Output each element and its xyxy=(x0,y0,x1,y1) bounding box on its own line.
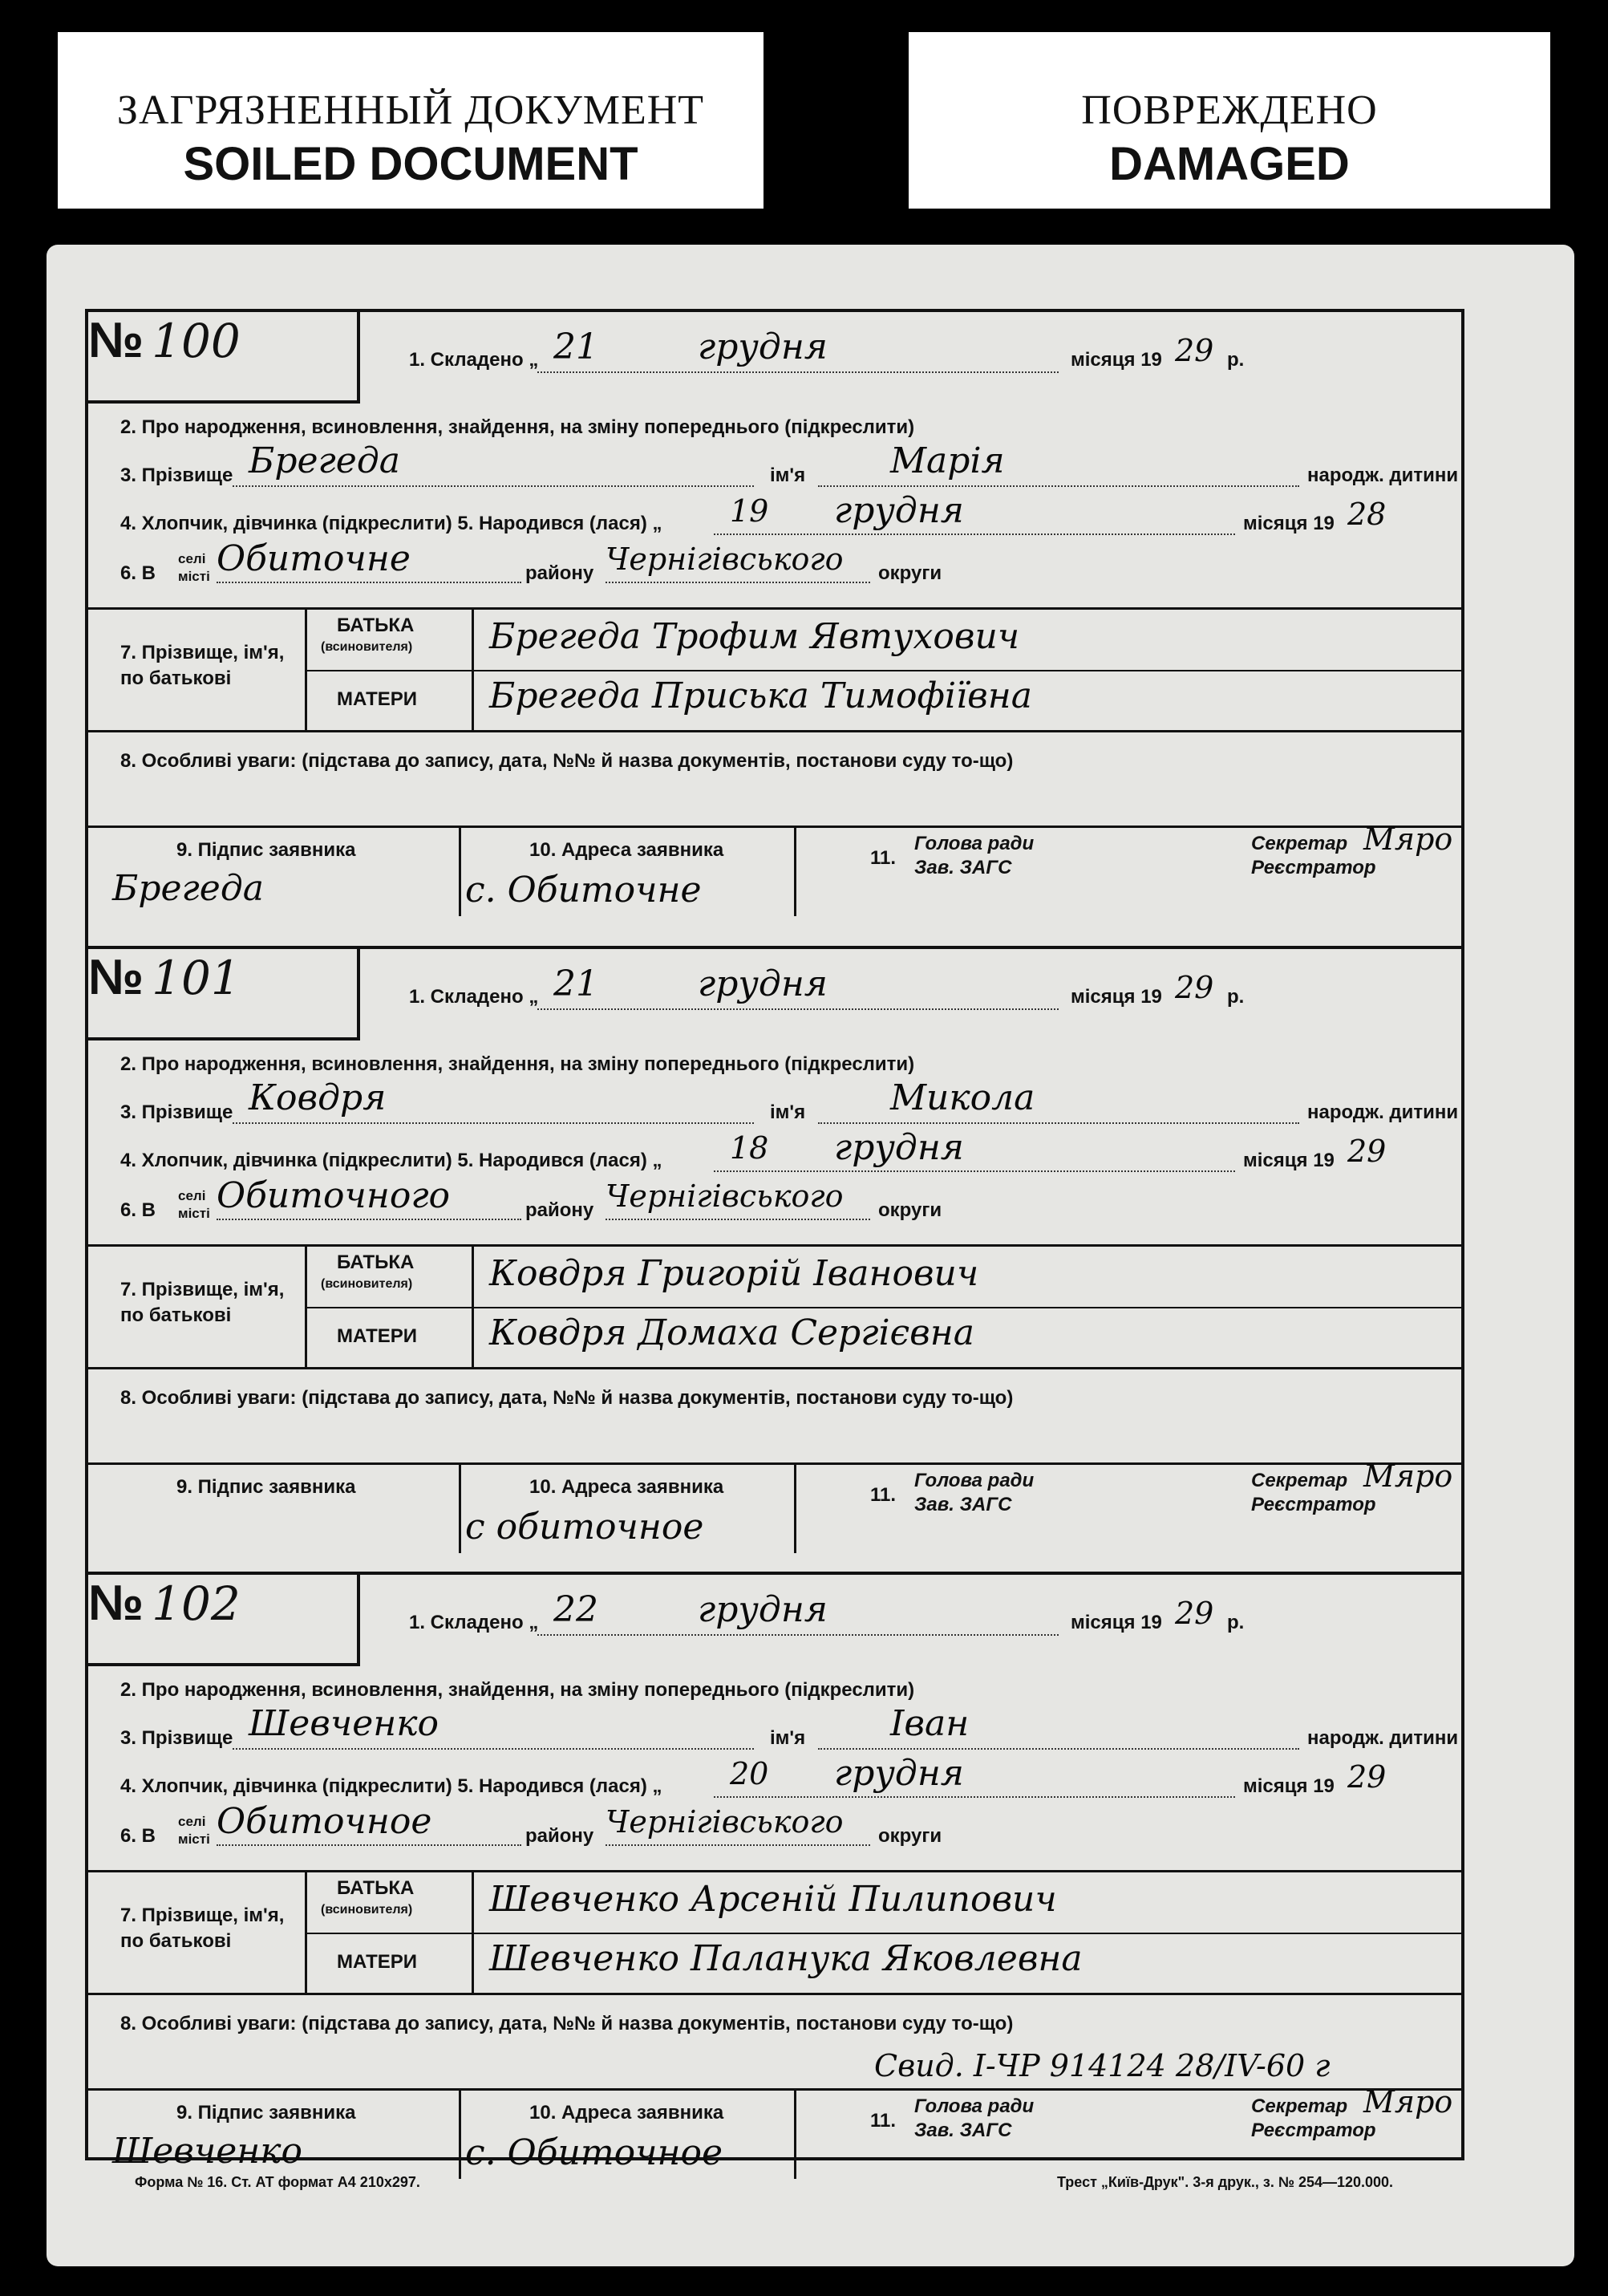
name-value: Іван xyxy=(890,1703,970,1744)
secretary-label: Секретар xyxy=(1251,1470,1348,1491)
item11-label: 11. xyxy=(870,1484,897,1506)
child-label: народж. дитини xyxy=(1307,464,1459,486)
notes-label: 8. Особливі уваги: (підстава до запису, дата, №№ й назва документів, постанови суду то-що) xyxy=(120,750,1014,772)
father-value: Шевченко Арсеній Пилипович xyxy=(489,1879,1057,1920)
village-label: селі xyxy=(178,1188,206,1203)
district-label: району xyxy=(525,1825,594,1847)
village-label: селі xyxy=(178,1814,206,1829)
birth-day: 20 xyxy=(730,1756,769,1791)
parents-block xyxy=(88,1244,1461,1369)
composed-year: 29 xyxy=(1175,333,1214,368)
notes-label: 8. Особливі уваги: (підстава до запису, дата, №№ й назва документів, постанови суду то-що) xyxy=(120,1387,1014,1409)
parents-mid-line xyxy=(305,670,1461,671)
notes-value: Свид. І-ЧР 914124 28/IV-60 г xyxy=(874,2048,1331,2083)
sig-divider-2 xyxy=(794,2091,796,2179)
okrug-label: округи xyxy=(878,562,942,584)
composed-line xyxy=(537,1008,1059,1010)
birth-month: грудня xyxy=(834,490,964,531)
applicant-signature: Брегеда xyxy=(112,868,264,909)
okrug-label: округи xyxy=(878,1825,942,1847)
adoptive-label: (всиновителя) xyxy=(321,1903,413,1917)
birth-year: 29 xyxy=(1347,1134,1387,1169)
village-value: Обиточне xyxy=(217,538,411,579)
father-label: БАТЬКА xyxy=(337,1877,415,1899)
birth-month-label: місяця 19 xyxy=(1243,1775,1335,1797)
name-line xyxy=(818,485,1299,487)
parents-block xyxy=(88,607,1461,732)
name-value: Микола xyxy=(890,1077,1035,1118)
composed-month: грудня xyxy=(698,1589,828,1630)
district-line xyxy=(606,1219,870,1220)
composed-line xyxy=(537,371,1059,373)
district-value: Чернігівського xyxy=(606,1804,844,1840)
birth-line xyxy=(714,1170,1235,1172)
district-value: Чернігівського xyxy=(606,542,844,577)
form-footer-left: Форма № 16. Ст. АТ формат А4 210х297. xyxy=(135,2174,420,2190)
composed-month: грудня xyxy=(698,963,828,1004)
father-label: БАТЬКА xyxy=(337,615,415,636)
birth-month: грудня xyxy=(834,1127,964,1168)
composed-month: грудня xyxy=(698,327,828,367)
town-label: місті xyxy=(178,1832,210,1847)
village-line xyxy=(217,1844,521,1846)
record-number-box xyxy=(88,312,360,404)
soiled-label-ru: ЗАГРЯЗНЕННЫЙ ДОКУМЕНТ xyxy=(116,87,705,133)
address-value: с. Обиточное xyxy=(465,2132,723,2173)
applicant-signature: Шевченко xyxy=(112,2131,303,2172)
district-line xyxy=(606,1844,870,1846)
secretary-signature: Мяро xyxy=(1363,2084,1453,2120)
name-label: ім'я xyxy=(770,464,806,486)
surname-label: 3. Прізвище xyxy=(120,1727,233,1749)
adoptive-label: (всиновителя) xyxy=(321,1277,413,1291)
about-label: 2. Про народження, всиновлення, знайдення, на зміну попереднього (підкреслити) xyxy=(120,1053,915,1075)
month-label: місяця 19 xyxy=(1071,349,1162,371)
mother-value: Ковдря Домаха Сергієвна xyxy=(489,1312,974,1353)
composed-day: 21 xyxy=(553,963,598,1004)
address-value: с. Обиточне xyxy=(465,870,702,911)
address-label: 10. Адреса заявника xyxy=(529,2102,724,2124)
year-suffix: р. xyxy=(1227,349,1245,371)
record-number: 101 xyxy=(152,951,241,1005)
mother-value: Шевченко Паланука Яковлевна xyxy=(489,1938,1083,1979)
mother-label: МАТЕРИ xyxy=(337,688,418,710)
sig-divider-1 xyxy=(459,2091,461,2179)
village-value: Обиточного xyxy=(217,1175,451,1216)
birth-line xyxy=(714,533,1235,535)
village-label: селі xyxy=(178,551,206,566)
parents-block xyxy=(88,1870,1461,1995)
head-label: Голова ради xyxy=(914,833,1035,854)
composed-label: 1. Складено „ xyxy=(409,349,539,371)
item11-label: 11. xyxy=(870,847,897,869)
names7-label: 7. Прізвище, ім'я, xyxy=(120,642,285,663)
birth-month: грудня xyxy=(834,1753,964,1794)
registrar-label: Реєстратор xyxy=(1251,857,1376,878)
notes-label: 8. Особливі уваги: (підстава до запису, дата, №№ й назва документів, постанови суду то-що) xyxy=(120,2013,1014,2034)
child-label: народж. дитини xyxy=(1307,1101,1459,1123)
signature-label: 9. Підпис заявника xyxy=(176,1476,356,1498)
sig-divider-1 xyxy=(459,828,461,916)
gender-born-label: 4. Хлопчик, дівчинка (підкреслити) 5. Народився (лася) „ xyxy=(120,513,662,534)
father-value: Брегеда Трофим Явтухович xyxy=(489,616,1020,657)
district-label: району xyxy=(525,1199,594,1221)
birth-line xyxy=(714,1796,1235,1798)
composed-day: 21 xyxy=(553,327,598,367)
birth-month-label: місяця 19 xyxy=(1243,513,1335,534)
month-label: місяця 19 xyxy=(1071,986,1162,1008)
year-suffix: р. xyxy=(1227,1612,1245,1633)
registrar-label: Реєстратор xyxy=(1251,1494,1376,1515)
surname-line xyxy=(233,485,754,487)
town-label: місті xyxy=(178,1206,210,1221)
signature-row xyxy=(88,1458,1461,1553)
address-label: 10. Адреса заявника xyxy=(529,839,724,861)
patronym-label: по батькові xyxy=(120,1304,232,1326)
birth-month-label: місяця 19 xyxy=(1243,1150,1335,1171)
district-label: району xyxy=(525,562,594,584)
address-label: 10. Адреса заявника xyxy=(529,1476,724,1498)
mother-label: МАТЕРИ xyxy=(337,1325,418,1347)
name-line xyxy=(818,1748,1299,1750)
number-sign: № xyxy=(88,313,144,368)
composed-day: 22 xyxy=(553,1589,598,1630)
secretary-label: Секретар xyxy=(1251,2095,1348,2117)
damaged-label-ru: ПОВРЕЖДЕНО xyxy=(1081,87,1378,133)
parents-mid-line xyxy=(305,1307,1461,1308)
secretary-signature: Мяро xyxy=(1363,821,1453,857)
head-label: Голова ради xyxy=(914,2095,1035,2117)
village-line xyxy=(217,1219,521,1220)
birth-year: 28 xyxy=(1347,497,1387,532)
registry-form xyxy=(85,309,1464,2173)
year-suffix: р. xyxy=(1227,986,1245,1008)
number-sign: № xyxy=(88,950,144,1005)
signature-label: 9. Підпис заявника xyxy=(176,839,356,861)
signature-row xyxy=(88,2084,1461,2179)
composed-year: 29 xyxy=(1175,970,1214,1005)
names7-label: 7. Прізвище, ім'я, xyxy=(120,1279,285,1300)
zags-label: Зав. ЗАГС xyxy=(914,1494,1012,1515)
zags-label: Зав. ЗАГС xyxy=(914,2120,1012,2141)
surname-label: 3. Прізвище xyxy=(120,464,233,486)
birth-day: 19 xyxy=(730,493,769,529)
zags-label: Зав. ЗАГС xyxy=(914,857,1012,878)
father-value: Ковдря Григорій Іванович xyxy=(489,1253,979,1294)
surname-value: Ковдря xyxy=(249,1077,387,1118)
surname-line xyxy=(233,1122,754,1124)
birth-record-102 xyxy=(88,1572,1461,2173)
composed-line xyxy=(537,1634,1059,1636)
soiled-document-label xyxy=(58,32,763,209)
registrar-label: Реєстратор xyxy=(1251,2120,1376,2141)
number-sign: № xyxy=(88,1576,144,1631)
secretary-signature: Мяро xyxy=(1363,1458,1453,1494)
okrug-label: округи xyxy=(878,1199,942,1221)
registry-sheet xyxy=(47,245,1574,2266)
parents-mid-line xyxy=(305,1933,1461,1934)
address-value: с обиточное xyxy=(465,1507,704,1548)
damaged-label-en: DAMAGED xyxy=(1109,138,1350,190)
birth-day: 18 xyxy=(730,1130,769,1166)
signature-row xyxy=(88,821,1461,916)
village-line xyxy=(217,582,521,583)
surname-label: 3. Прізвище xyxy=(120,1101,233,1123)
name-line xyxy=(818,1122,1299,1124)
in-label: 6. В xyxy=(120,1825,156,1847)
record-number: 102 xyxy=(152,1576,241,1631)
town-label: місті xyxy=(178,569,210,584)
child-label: народж. дитини xyxy=(1307,1727,1459,1749)
district-value: Чернігівського xyxy=(606,1178,844,1214)
month-label: місяця 19 xyxy=(1071,1612,1162,1633)
surname-value: Шевченко xyxy=(249,1703,439,1744)
birth-record-100 xyxy=(88,312,1461,938)
record-number: 100 xyxy=(152,314,241,368)
mother-label: МАТЕРИ xyxy=(337,1951,418,1973)
in-label: 6. В xyxy=(120,562,156,584)
record-number-box xyxy=(88,949,360,1041)
damaged-document-label xyxy=(909,32,1550,209)
father-label: БАТЬКА xyxy=(337,1251,415,1273)
composed-label: 1. Складено „ xyxy=(409,986,539,1008)
patronym-label: по батькові xyxy=(120,667,232,689)
name-value: Марія xyxy=(890,440,1005,481)
soiled-label-en: SOILED DOCUMENT xyxy=(183,138,638,190)
names7-label: 7. Прізвище, ім'я, xyxy=(120,1905,285,1926)
composed-label: 1. Складено „ xyxy=(409,1612,539,1633)
surname-value: Брегеда xyxy=(249,440,400,481)
gender-born-label: 4. Хлопчик, дівчинка (підкреслити) 5. Народився (лася) „ xyxy=(120,1775,662,1797)
mother-value: Брегеда Приська Тимофіївна xyxy=(489,675,1032,716)
gender-born-label: 4. Хлопчик, дівчинка (підкреслити) 5. Народився (лася) „ xyxy=(120,1150,662,1171)
about-label: 2. Про народження, всиновлення, знайдення, на зміну попереднього (підкреслити) xyxy=(120,1679,915,1701)
birth-record-101 xyxy=(88,946,1461,1575)
signature-label: 9. Підпис заявника xyxy=(176,2102,356,2124)
form-footer-right: Трест „Київ-Друк". 3-я друк., з. № 254—120.000. xyxy=(1057,2174,1394,2190)
item11-label: 11. xyxy=(870,2110,897,2132)
village-value: Обиточное xyxy=(217,1801,432,1842)
about-label: 2. Про народження, всиновлення, знайдення, на зміну попереднього (підкреслити) xyxy=(120,416,915,438)
in-label: 6. В xyxy=(120,1199,156,1221)
head-label: Голова ради xyxy=(914,1470,1035,1491)
composed-year: 29 xyxy=(1175,1596,1214,1631)
district-line xyxy=(606,582,870,583)
surname-line xyxy=(233,1748,754,1750)
adoptive-label: (всиновителя) xyxy=(321,640,413,654)
sig-divider-2 xyxy=(794,828,796,916)
sig-divider-1 xyxy=(459,1465,461,1553)
name-label: ім'я xyxy=(770,1727,806,1749)
name-label: ім'я xyxy=(770,1101,806,1123)
patronym-label: по батькові xyxy=(120,1930,232,1952)
sig-divider-2 xyxy=(794,1465,796,1553)
secretary-label: Секретар xyxy=(1251,833,1348,854)
record-number-box xyxy=(88,1575,360,1666)
birth-year: 29 xyxy=(1347,1759,1387,1795)
